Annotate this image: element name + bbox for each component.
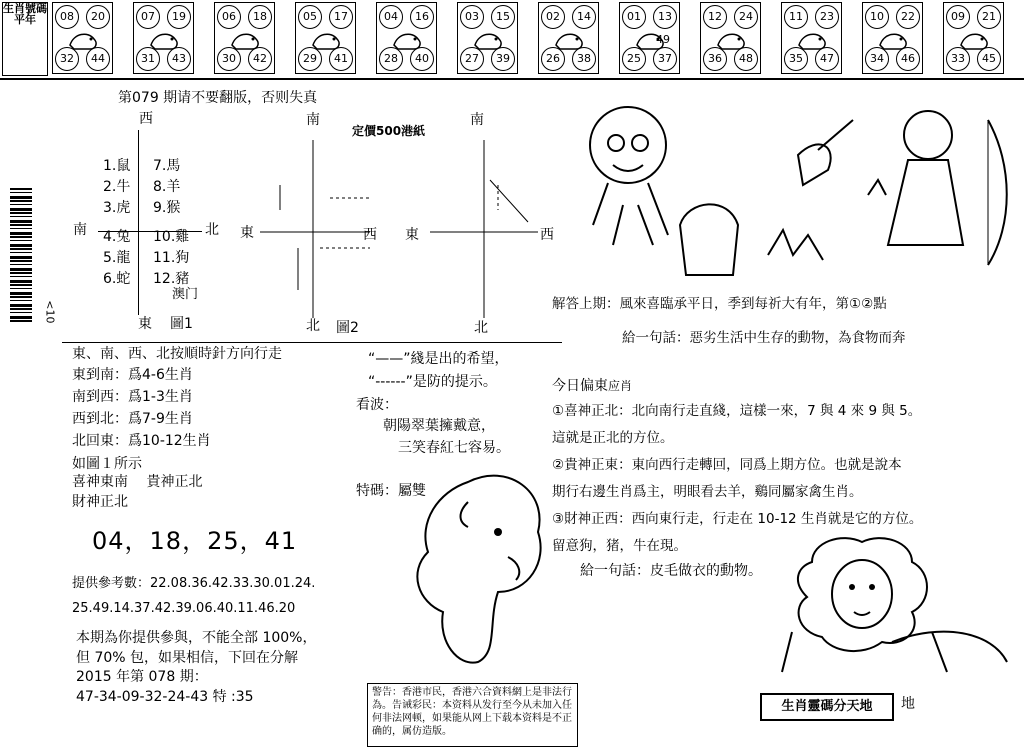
zodiac-cell bbox=[538, 2, 599, 74]
zodiac-number: 11 bbox=[784, 5, 808, 29]
zodiac-number: 46 bbox=[896, 47, 920, 71]
zodiac-number: 48 bbox=[734, 47, 758, 71]
today-line: 留意狗，猪，牛在現。 bbox=[552, 538, 687, 554]
today-line: ③財神正西：西向東行走，行走在 10-12 生肖就是它的方位。 bbox=[552, 511, 923, 527]
sheep-illustration bbox=[772, 532, 1022, 682]
zodiac-number: 19 bbox=[167, 5, 191, 29]
main-numbers: 04，18，25，41 bbox=[92, 527, 298, 555]
zodiac-number: 05 bbox=[298, 5, 322, 29]
zodiac-number: 06 bbox=[217, 5, 241, 29]
zodiac-number: 23 bbox=[815, 5, 839, 29]
today-title-text: 今日偏東 bbox=[552, 378, 608, 394]
rat-icon bbox=[66, 25, 100, 53]
zodiac-number: 37 bbox=[653, 47, 677, 71]
rooster-icon bbox=[795, 25, 829, 53]
zodiac-number: 31 bbox=[136, 47, 160, 71]
zodiac-number: 02 bbox=[541, 5, 565, 29]
monkey-icon bbox=[714, 25, 748, 53]
zodiac-number: 20 bbox=[86, 5, 110, 29]
zodiac-number: 38 bbox=[572, 47, 596, 71]
diagram2-west: 西 bbox=[363, 227, 377, 243]
price-label: 定價500港紙 bbox=[352, 124, 426, 138]
diagram1-item: 4.兔 bbox=[103, 229, 131, 245]
diagram1-south: 南 bbox=[73, 222, 87, 238]
legend-solid: “——”綫是出的希望， bbox=[368, 351, 509, 367]
zodiac-number: 30 bbox=[217, 47, 241, 71]
horse-icon bbox=[552, 25, 586, 53]
diagram2-south: 南 bbox=[306, 112, 320, 128]
zodiac-cell bbox=[619, 2, 680, 74]
zodiac-cell bbox=[943, 2, 1004, 74]
diagram1-item: 11.狗 bbox=[153, 250, 190, 266]
zodiac-number: 26 bbox=[541, 47, 565, 71]
diagram2-east: 東 bbox=[240, 225, 254, 241]
footer-tail: 地 bbox=[901, 696, 915, 712]
promo-line3: 2015 年第 078 期： bbox=[76, 669, 208, 685]
special-code: 特碼：屬雙 bbox=[356, 483, 426, 499]
zodiac-number: 07 bbox=[136, 5, 160, 29]
diagram1-item: 8.羊 bbox=[153, 179, 181, 195]
promo-line4: 47-34-09-32-24-43 特 :35 bbox=[76, 689, 254, 705]
reference-line2: 25.49.14.37.42.39.06.40.11.46.20 bbox=[72, 601, 296, 616]
zodiac-number: 39 bbox=[491, 47, 515, 71]
diagram1-east: 東 bbox=[138, 316, 152, 332]
rabbit-icon bbox=[309, 25, 343, 53]
zodiac-number: 35 bbox=[784, 47, 808, 71]
diagram1-item: 6.蛇 bbox=[103, 271, 131, 287]
issue-notice: 第079 期请不要翻版，否则失真 bbox=[118, 90, 318, 106]
zodiac-cell bbox=[52, 2, 113, 74]
zodiac-cell bbox=[700, 2, 761, 74]
diagram1-item: 1.鼠 bbox=[103, 158, 131, 174]
barcode bbox=[10, 188, 32, 324]
zodiac-cell bbox=[295, 2, 356, 74]
diagram3-south: 南 bbox=[470, 112, 484, 128]
legend-see: 看波： bbox=[356, 397, 398, 413]
zodiac-number: 12 bbox=[703, 5, 727, 29]
zodiac-number: 40 bbox=[410, 47, 434, 71]
zodiac-number: 25 bbox=[622, 47, 646, 71]
zodiac-number: 22 bbox=[896, 5, 920, 29]
promo-line2: 但 70% 包，如果相信，下回在分解 bbox=[76, 650, 299, 666]
diagram2-north: 北 bbox=[306, 318, 320, 334]
zodiac-number: 18 bbox=[248, 5, 272, 29]
diagram1-item: 5.龍 bbox=[103, 250, 131, 266]
warning-notice: 警告：香港市民，香港六合資料網上是非法行為。告诫彩民：本资料从发行至今从未加入任何非法网顿，如果能从网上下载本资料是不正确的，属仿造版。 bbox=[367, 683, 578, 747]
diagram1-item: 9.猴 bbox=[153, 200, 181, 216]
zodiac-cell bbox=[214, 2, 275, 74]
zodiac-cell bbox=[862, 2, 923, 74]
today-line: 這就是正北的方位。 bbox=[552, 430, 674, 446]
today-title bbox=[552, 378, 632, 396]
today-give: 給一句話：皮毛做衣的動物。 bbox=[580, 563, 762, 579]
zodiac-number: 33 bbox=[946, 47, 970, 71]
strip-side-label: 生肖號碼平年 bbox=[2, 2, 48, 76]
zodiac-cell bbox=[781, 2, 842, 74]
pig-icon bbox=[957, 25, 991, 53]
zodiac-number: 10 bbox=[865, 5, 889, 29]
zodiac-number: 04 bbox=[379, 5, 403, 29]
give-sentence: 給一句話：惡劣生活中生存的動物，為食物而奔 bbox=[622, 330, 906, 346]
zodiac-number: 13 bbox=[653, 5, 677, 29]
zodiac-cell bbox=[376, 2, 437, 74]
rules-line: 西到北：爲7-9生肖 bbox=[72, 411, 193, 427]
zodiac-number: 32 bbox=[55, 47, 79, 71]
diagram3-west: 西 bbox=[540, 227, 554, 243]
today-line: 期行右邊生肖爲主，明眼看去羊，鷄同屬家禽生肖。 bbox=[552, 484, 863, 500]
diagram1-west: 西 bbox=[139, 111, 153, 127]
zodiac-number: 16 bbox=[410, 5, 434, 29]
zodiac-number: 41 bbox=[329, 47, 353, 71]
zodiac-number: 43 bbox=[167, 47, 191, 71]
footer-brand: 生肖靈碼分天地 bbox=[760, 693, 894, 721]
zodiac-number: 44 bbox=[86, 47, 110, 71]
diagram3-east: 東 bbox=[405, 227, 419, 243]
pig-illustration bbox=[398, 462, 558, 672]
cartoon-illustration bbox=[568, 95, 1020, 295]
gods-line1: 喜神東南 貴神正北 bbox=[72, 474, 203, 490]
diagram3-north: 北 bbox=[474, 320, 488, 336]
zodiac-number: 28 bbox=[379, 47, 403, 71]
zodiac-number: 24 bbox=[734, 5, 758, 29]
rules-line: 東到南：爲4-6生肖 bbox=[72, 367, 193, 383]
today-line: ①喜神正北：北向南行走直綫，這樣一來，7 與 4 來 9 與 5。 bbox=[552, 403, 922, 419]
zodiac-number: 36 bbox=[703, 47, 727, 71]
diagram1-caption: 圖1 bbox=[170, 316, 193, 332]
zodiac-strip bbox=[0, 0, 1024, 80]
zodiac-number: 17 bbox=[329, 5, 353, 29]
zodiac-number: 01 bbox=[622, 5, 646, 29]
zodiac-number: 15 bbox=[491, 5, 515, 29]
zodiac-number: 09 bbox=[946, 5, 970, 29]
diagram1-north: 北 bbox=[205, 222, 219, 238]
rules-title: 東、南、西、北按順時針方向行走 bbox=[72, 346, 282, 362]
zodiac-number: 08 bbox=[55, 5, 79, 29]
dog-icon bbox=[876, 25, 910, 53]
section-divider bbox=[62, 342, 562, 343]
zodiac-number: 47 bbox=[815, 47, 839, 71]
zodiac-number: 21 bbox=[977, 5, 1001, 29]
snake-icon bbox=[471, 25, 505, 53]
legend-dashed: “------”是防的提示。 bbox=[368, 374, 497, 390]
zodiac-number: 34 bbox=[865, 47, 889, 71]
zodiac-number: 27 bbox=[460, 47, 484, 71]
today-line: ②貴神正東：東向西行走轉回，同爲上期方位。也就是說本 bbox=[552, 457, 902, 473]
last-period-answer: 解答上期：風來喜臨承平日，季到每祈大有年，第①②點 bbox=[552, 296, 887, 312]
diagram1-item: 10.雞 bbox=[153, 229, 190, 245]
zodiac-number: 29 bbox=[298, 47, 322, 71]
zodiac-number: 45 bbox=[977, 47, 1001, 71]
reference-line1: 提供參考數：22.08.36.42.33.30.01.24. bbox=[72, 576, 316, 591]
zodiac-number: 42 bbox=[248, 47, 272, 71]
macau-label: 澳门 bbox=[172, 287, 199, 302]
diagram1-item: 7.馬 bbox=[153, 158, 181, 174]
poem-line2: 三笑春紅七容易。 bbox=[398, 440, 510, 456]
dragon-icon bbox=[390, 25, 424, 53]
zodiac-number: 14 bbox=[572, 5, 596, 29]
today-title-tag: 应肖 bbox=[608, 379, 633, 393]
rules-line: 南到西：爲1-3生肖 bbox=[72, 389, 193, 405]
tiger-icon bbox=[228, 25, 262, 53]
diagram1-item: 3.虎 bbox=[103, 200, 131, 216]
zodiac-number: 03 bbox=[460, 5, 484, 29]
zodiac-cell bbox=[457, 2, 518, 74]
poem-line1: 朝陽翠葉擁戴意， bbox=[383, 418, 495, 434]
ox-icon bbox=[147, 25, 181, 53]
diagram1-vline bbox=[138, 130, 139, 315]
diagram1-item: 12.豬 bbox=[153, 271, 190, 287]
gods-line2: 財神正北 bbox=[72, 494, 128, 510]
rules-line: 北回東：爲10-12生肖 bbox=[72, 433, 211, 449]
zodiac-cell bbox=[133, 2, 194, 74]
diagram2-caption: 圖2 bbox=[336, 320, 359, 336]
rules-fig-note: 如圖１所示 bbox=[72, 456, 142, 472]
zodiac-extra-number: 49 bbox=[656, 33, 670, 46]
diagram1-item: 2.牛 bbox=[103, 179, 131, 195]
promo-line1: 本期為你提供參與，不能全部 100%， bbox=[76, 630, 317, 646]
barcode-text: <10 bbox=[43, 300, 57, 324]
